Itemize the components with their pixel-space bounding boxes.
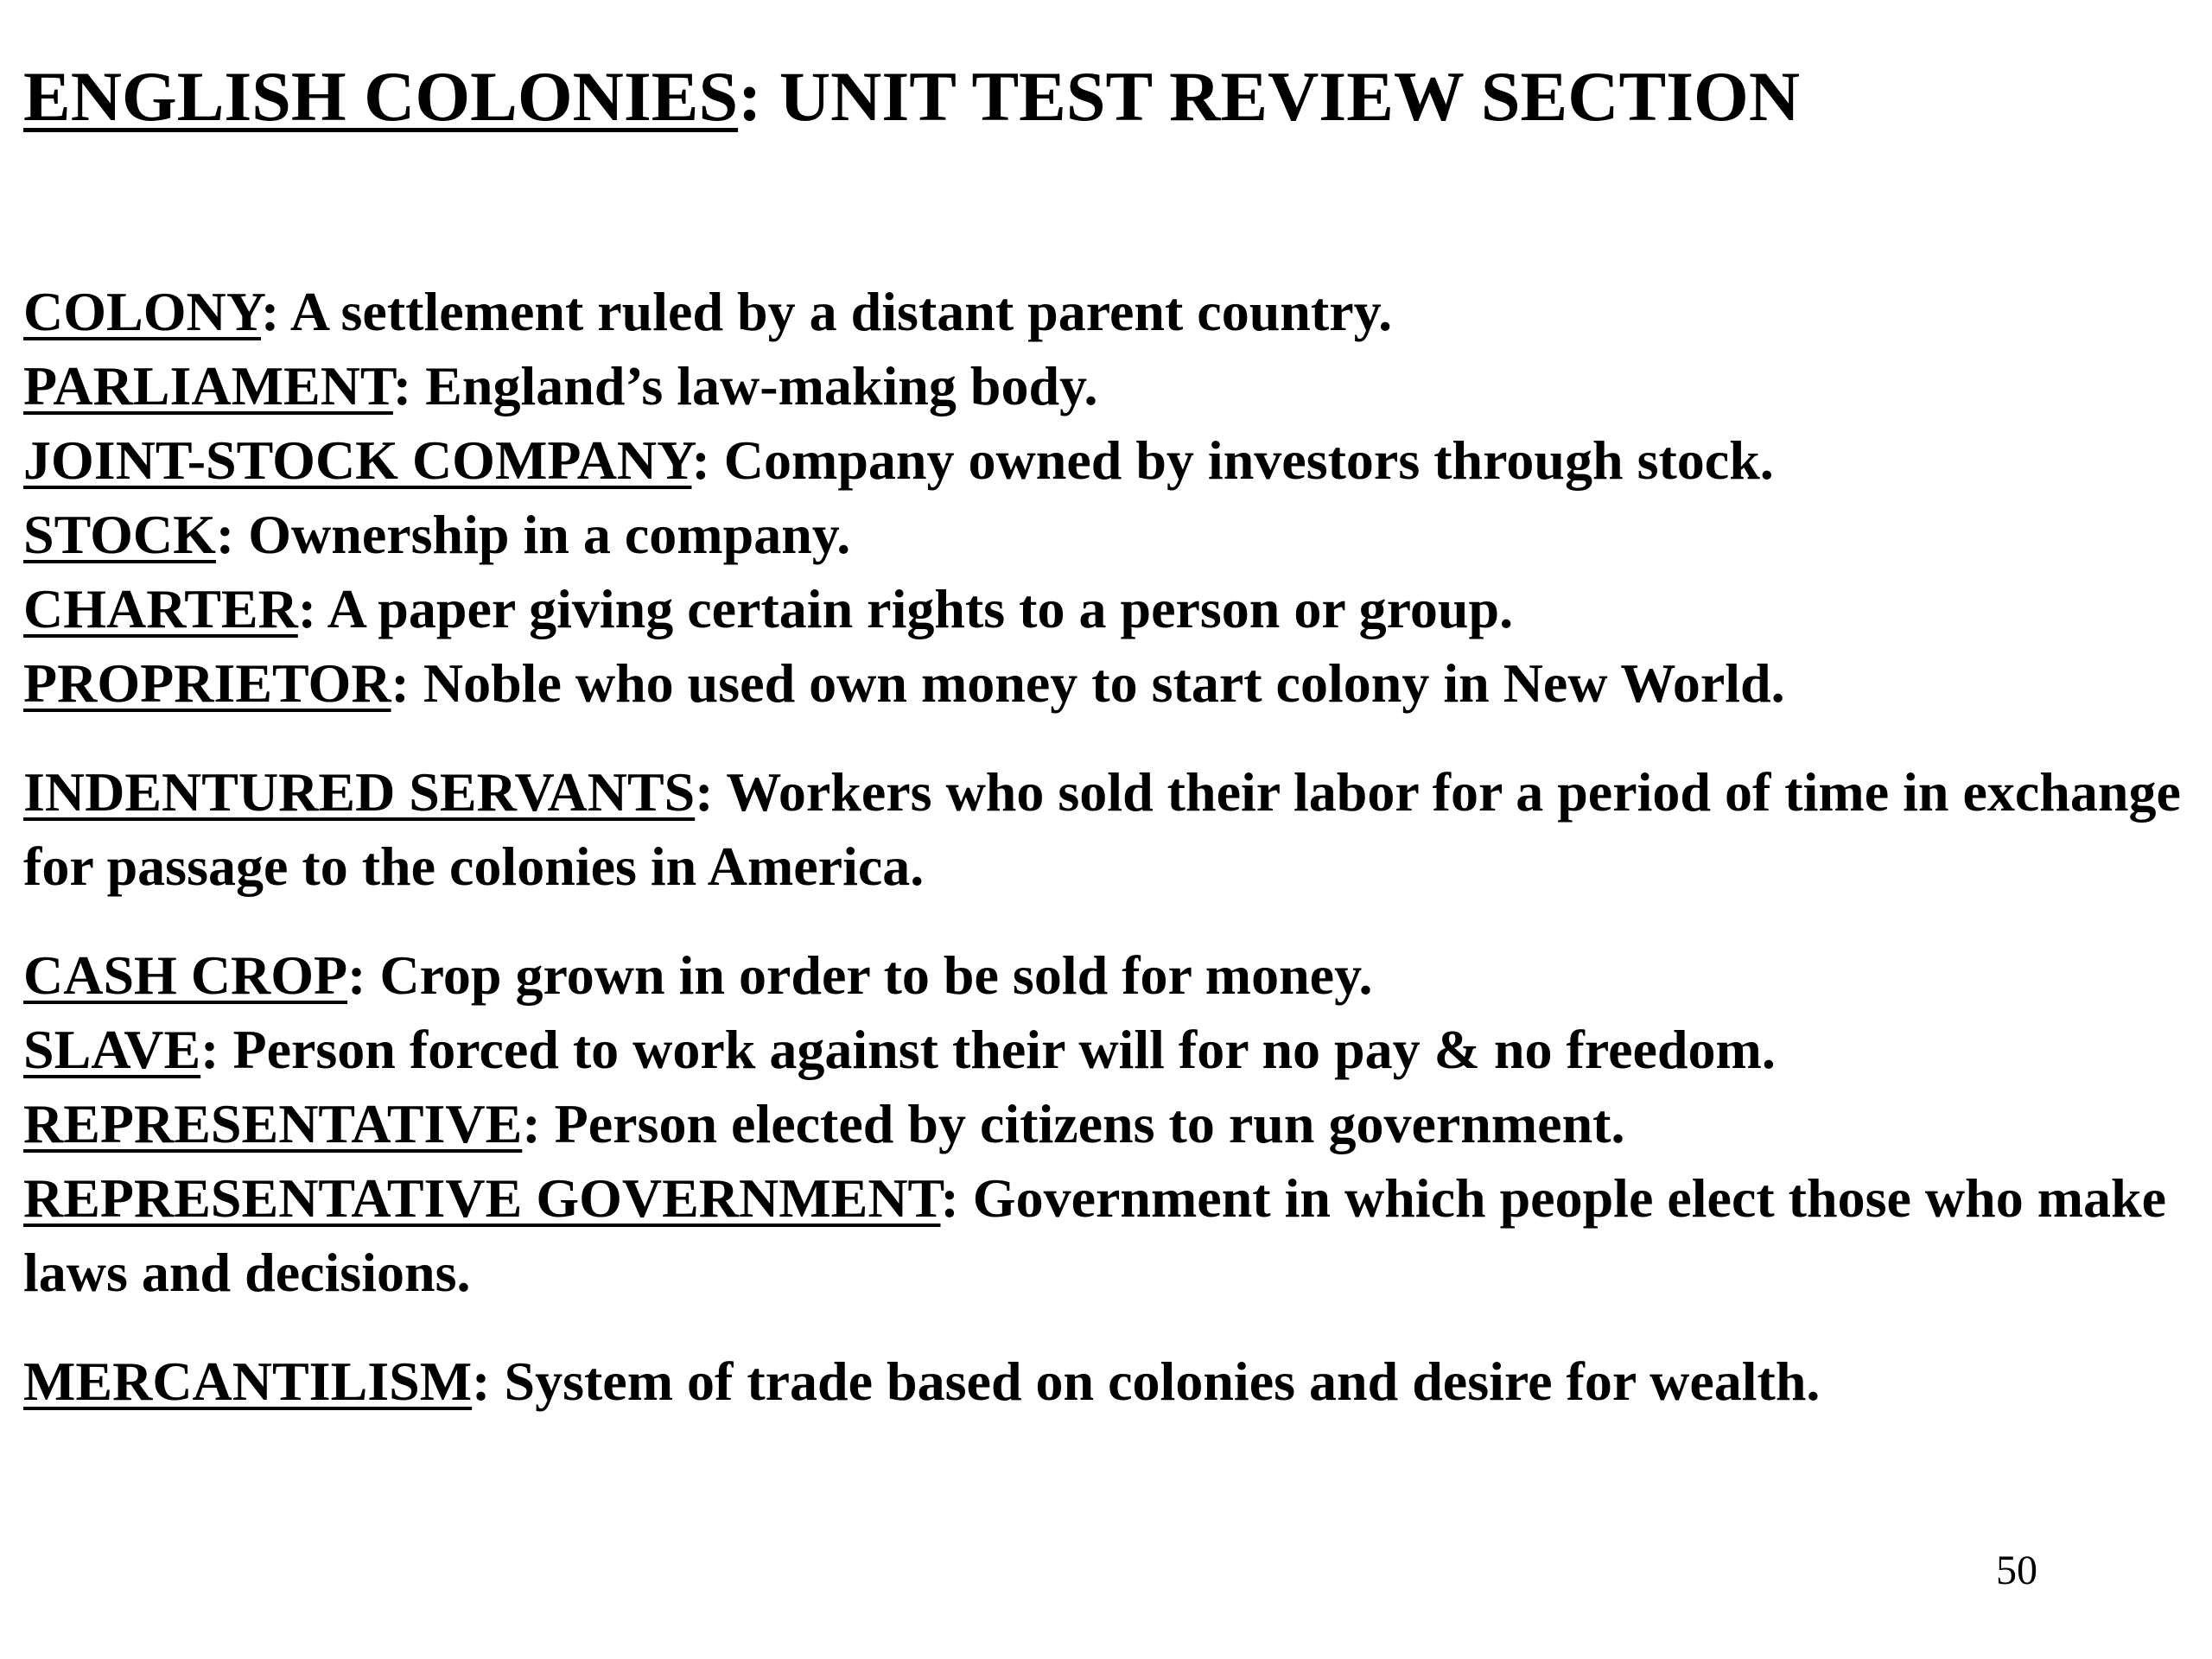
definition-item <box>23 646 2192 721</box>
definition-group <box>23 938 2192 1310</box>
definition-item <box>23 755 2192 904</box>
definition-term: STOCK <box>23 504 216 565</box>
definition-term: PARLIAMENT <box>23 355 393 416</box>
definition-term: REPRESENTATIVE <box>23 1093 523 1154</box>
definition-group <box>23 275 2192 721</box>
definition-text: : Workers who sold their labor for a period of time in exchange for passage to the colonies in America. <box>23 761 2181 897</box>
definition-group <box>23 1344 2192 1419</box>
page-title <box>23 45 2166 149</box>
definition-text: : Person forced to work against their will for no pay & no freedom. <box>200 1019 1776 1080</box>
definition-text: : Crop grown in order to be sold for money. <box>347 944 1373 1006</box>
definition-term: JOINT-STOCK COMPANY <box>23 429 692 491</box>
definition-item <box>23 1087 2192 1161</box>
definition-term: MERCANTILISM <box>23 1351 473 1412</box>
definition-item <box>23 1344 2192 1419</box>
definition-text: : Company owned by investors through stock. <box>691 429 1774 491</box>
definition-group <box>23 755 2192 904</box>
definition-text: : A settlement ruled by a distant parent country. <box>261 281 1393 342</box>
definitions-list <box>23 275 2192 1453</box>
definition-item <box>23 1161 2192 1310</box>
definition-term: INDENTURED SERVANTS <box>23 761 696 823</box>
definition-term: COLONY <box>23 281 262 342</box>
definition-item <box>23 1013 2192 1087</box>
definition-item <box>23 572 2192 646</box>
definition-text: : A paper giving certain rights to a person or group. <box>297 578 1514 639</box>
definition-term: CHARTER <box>23 578 298 639</box>
definition-item <box>23 349 2192 423</box>
definition-item <box>23 423 2192 498</box>
definition-item <box>23 275 2192 349</box>
definition-text: : Person elected by citizens to run government. <box>522 1093 1625 1154</box>
definition-text: : England’s law-making body. <box>392 355 1098 416</box>
definition-item <box>23 498 2192 572</box>
definition-term: REPRESENTATIVE GOVERNMENT <box>23 1167 941 1229</box>
definition-text: : System of trade based on colonies and desire for wealth. <box>472 1351 1821 1412</box>
definition-term: SLAVE <box>23 1019 201 1080</box>
title-rest-text: : UNIT TEST REVIEW SECTION <box>738 57 1801 136</box>
page-number: 50 <box>1996 1548 2037 1593</box>
definition-term: CASH CROP <box>23 944 348 1006</box>
definition-item <box>23 938 2192 1013</box>
definition-text: : Government in which people elect those who make laws and decisions. <box>23 1167 2166 1303</box>
definition-text: : Ownership in a company. <box>215 504 851 565</box>
definition-text: : Noble who used own money to start colony in New World. <box>391 652 1785 714</box>
definition-term: PROPRIETOR <box>23 652 391 714</box>
title-underlined-text: ENGLISH COLONIES <box>23 57 739 136</box>
